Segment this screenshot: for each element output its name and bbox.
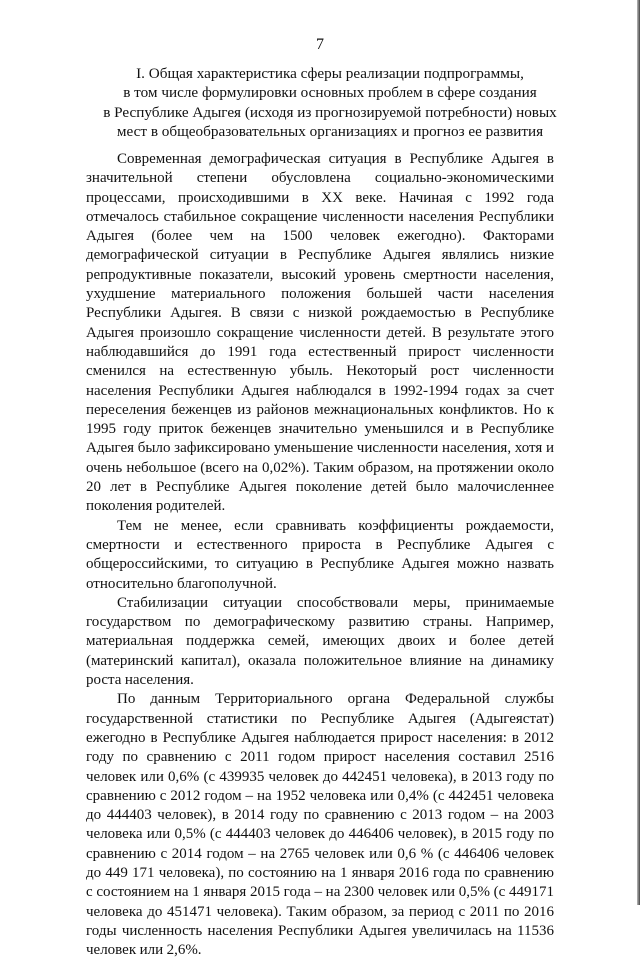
paragraph-demographics: Современная демографическая ситуация в Республике Адыгея в значительной степени обусловлена социально-экономическими процессами, происходившими в XX веке. Начиная с 1992 года отмечалось стабильное сокращение численности населения Республики Адыгея (более чем на 1500 человек ежегодно). Факторами демографической ситуации в Республике Адыгея являлись низкие репродуктивные показатели, высокий уровень смертности населения, ухудшение материального положения большей части населения Республики Адыгея. В связи с низкой рождаемостью в Республике Адыгея произошло сокращение численности детей. В результате этого наблюдавшийся до 1991 года естественный прирост численности сменился на естественную убыль. Некоторый рост численности населения Республики Адыгея наблюдался в 1992-1994 годах за счет переселения беженцев из районов межнациональных конфликтов. Но к 1995 году приток беженцев значительно уменьшился и в Республике Адыгея было зафиксировано уменьшение численности населения, хотя и очень небольшое (всего на 0,02%). Таким образом, на протяжении около 20 лет в Республике Адыгея поколение детей было малочисленнее поколения родителей. — [86, 151, 554, 515]
heading-line: мест в общеобразовательных организациях и прогноз ее развития — [116, 122, 544, 140]
page-number: 7 — [316, 36, 324, 53]
heading-line: в Республике Адыгея (исходя из прогнозируемой потребности) новых — [103, 103, 557, 121]
section-heading — [80, 64, 580, 141]
heading-line: I. Общая характеристика сферы реализации подпрограммы, — [136, 65, 524, 82]
heading-line: в том числе формулировки основных проблем в сфере создания — [123, 84, 537, 102]
body-text — [86, 150, 554, 960]
paragraph-statistics: По данным Территориального органа Федеральной службы государственной статистики по Республике Адыгея (Адыгеястат) ежегодно в Республике Адыгея наблюдается прирост населения: в 2012 году по сравнению с 2011 годом прирост населения составил 2516 человек или 0,6% (с 439935 человек до 442451 человека), в 2013 году по сравнению с 2012 годом – на 1952 человека или 0,4% (с 442451 человека до 444403 человек), в 2014 году по сравнению с 2013 годом – на 2003 человека или 0,5% (с 444403 человек до 446406 человек), в 2015 году по сравнению с 2014 годом – на 2765 человек или 0,6 % (с 446406 человек до 449 171 человека), по состоянию на 1 января 2016 года по сравнению с состоянием на 1 января 2015 года – на 2300 человек или 0,5% (с 449171 человека до 451471 человека). Таким образом, за период с 2011 по 2016 годы численность населения Республики Адыгея увеличилась на 11536 человек или 2,6%. — [86, 691, 554, 959]
paragraph-comparison: Тем не менее, если сравнивать коэффициенты рождаемости, смертности и естественного прироста в Республике Адыгея с общероссийскими, то ситуацию в Республике Адыгея можно назвать относительно благополучной. — [86, 517, 554, 592]
paragraph-stabilization: Стабилизации ситуации способствовали меры, принимаемые государством по демографическому развитию страны. Например, материальная поддержка семей, имеющих двоих и более детей (материнский капитал), оказала положительное влияние на динамику роста населения. — [86, 594, 554, 689]
